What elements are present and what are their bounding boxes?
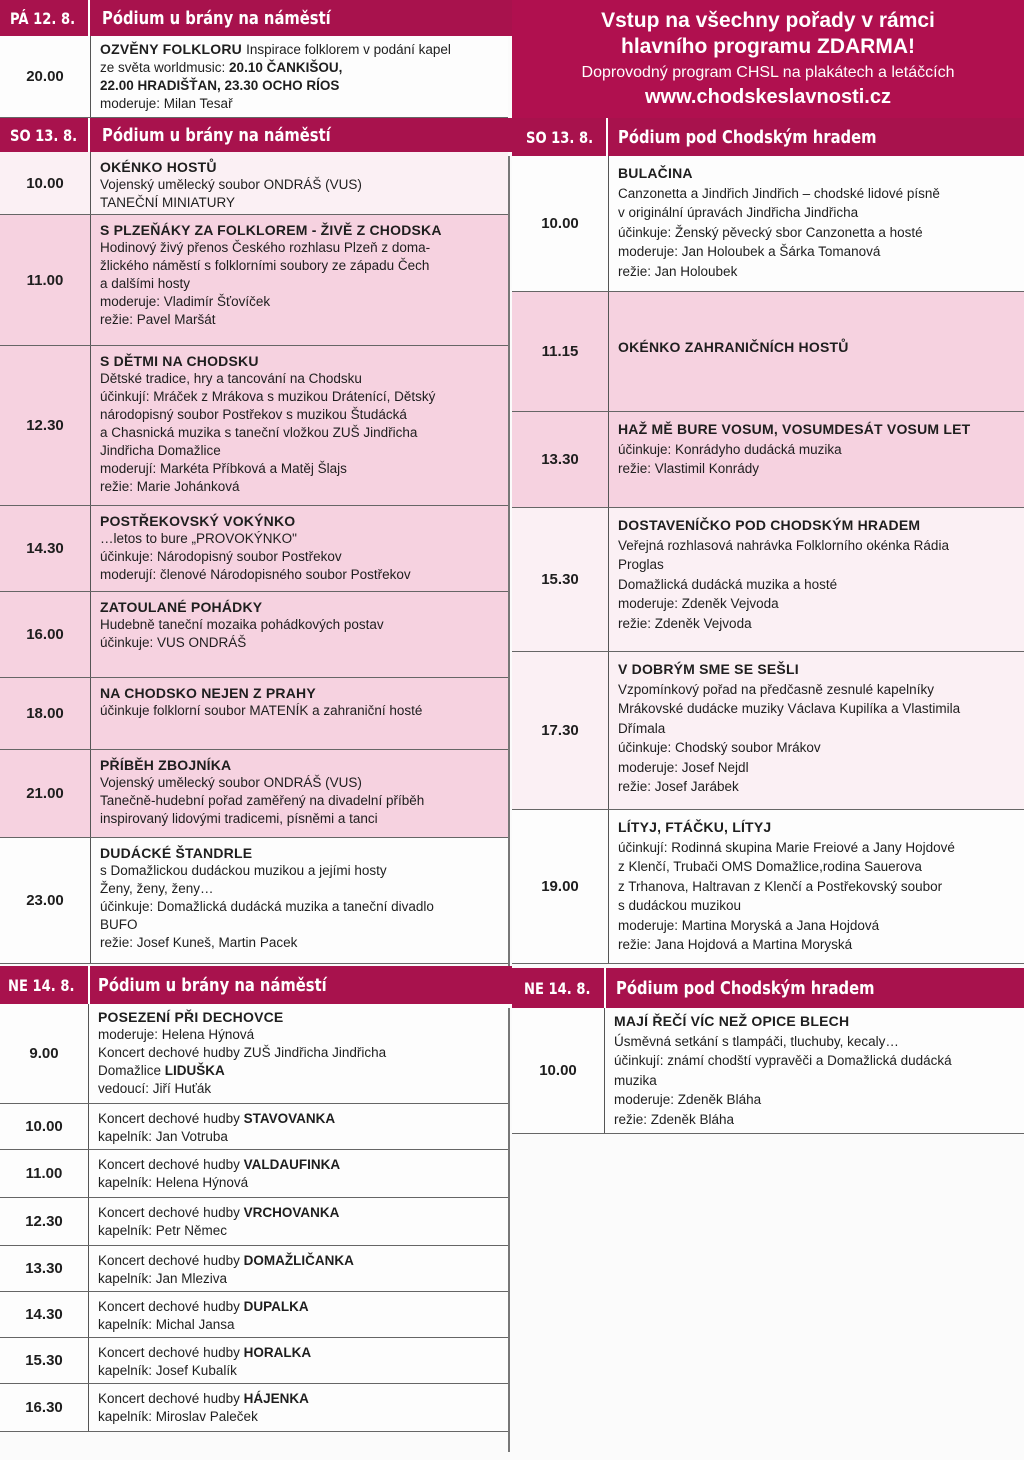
- promo-line-2: hlavního programu ZDARMA!: [621, 35, 915, 58]
- event-line: kapelník: Miroslav Paleček: [98, 1409, 258, 1424]
- event-time: 10.00: [539, 1062, 577, 1079]
- event-line: v originální úpravách Jindřicha Jindřicha: [618, 205, 859, 220]
- event-content: [100, 506, 502, 584]
- promo-url: www.chodskeslavnosti.cz: [644, 86, 891, 108]
- event-line: moderuje: Zdeněk Vejvoda: [618, 596, 779, 611]
- promo-line-1: Vstup na všechny pořady v rámci: [601, 9, 935, 32]
- event-line: Koncert dechové hudby STAVOVANKA: [98, 1111, 336, 1126]
- event-line: Proglas: [618, 557, 664, 572]
- event-content: [618, 508, 1018, 633]
- event-line: muzika: [614, 1072, 657, 1088]
- event-title: HAŽ MĚ BURE VOSUM, VOSUMDESÁT VOSUM LET: [618, 421, 971, 437]
- event-line: z Trhanova, Haltravan z Klenčí a Postřekovský soubor: [618, 878, 943, 894]
- event-line: inspirovaný lidovými tradicemi, písněmi a tanci: [100, 811, 378, 826]
- event-line: moderují: členové Národopisného soubor Postřekov: [100, 567, 411, 582]
- event-time: 23.00: [26, 892, 64, 909]
- event-line: Koncert dechové hudby VRCHOVANKA: [98, 1205, 340, 1220]
- event-row: [0, 750, 508, 838]
- event-content: [618, 292, 1018, 358]
- event-line: moderují: Markéta Příbková a Matěj Šlajs: [100, 461, 347, 476]
- header-sun-right: [512, 968, 1024, 1008]
- event-line: kapelník: Josef Kubalík: [98, 1363, 237, 1378]
- event-line: režie: Josef Kuneš, Martin Pacek: [100, 935, 298, 950]
- event-time: 10.00: [541, 215, 579, 232]
- event-line: Dětské tradice, hry a tancování na Chodsku: [100, 371, 362, 386]
- event-line: Ženy, ženy, ženy…: [100, 881, 214, 896]
- event-row: [512, 156, 1024, 292]
- event-row: [0, 1246, 508, 1292]
- event-line: vedoucí: Jiří Huťák: [98, 1081, 212, 1096]
- event-title: POSEZENÍ PŘI DECHOVCE: [98, 1009, 284, 1025]
- event-content: [100, 152, 502, 212]
- promo-line-3: Doprovodný program CHSL na plakátech a letáčcích: [581, 64, 955, 81]
- event-line: Dřímala: [618, 720, 666, 736]
- event-content: [618, 652, 1018, 797]
- event-line: režie: Zdeněk Vejvoda: [618, 615, 752, 631]
- event-content: [100, 346, 502, 496]
- event-line: kapelník: Michal Jansa: [98, 1317, 235, 1332]
- event-row: [512, 652, 1024, 810]
- event-time: 11.00: [26, 271, 64, 289]
- day-date: SO 13. 8.: [526, 127, 594, 147]
- event-title: OKÉNKO HOSTŮ: [100, 159, 217, 175]
- event-line: Veřejná rozhlasová nahrávka Folklorního okénka Rádia: [618, 537, 949, 553]
- event-row: [512, 508, 1024, 652]
- event-row: [512, 412, 1024, 508]
- event-line: Domažlice LIDUŠKA: [98, 1063, 225, 1078]
- event-content: [618, 810, 1018, 955]
- event-row: [0, 1198, 508, 1246]
- venue-title: Pódium u brány na náměstí: [102, 7, 331, 29]
- event-line: moderuje: Milan Tesař: [100, 96, 233, 111]
- event-time: 16.30: [25, 1399, 63, 1416]
- event-line: Domažlická dudácká muzika a hosté: [618, 576, 838, 592]
- event-line: moderuje: Helena Hýnová: [98, 1027, 255, 1042]
- event-line: účinkuje: Ženský pěvecký sbor Canzonetta a hosté: [618, 224, 923, 240]
- event-title: NA CHODSKO NEJEN Z PRAHY: [100, 685, 316, 701]
- header-sat-right: [512, 118, 1024, 156]
- event-title: S DĚTMI NA CHODSKU: [100, 353, 259, 369]
- event-time: 12.30: [25, 1213, 63, 1230]
- event-line: Koncert dechové hudby DUPALKA: [98, 1299, 309, 1314]
- event-content: [98, 1004, 502, 1098]
- event-line: ze světa worldmusic: 20.10 ČANKIŠOU,: [100, 60, 343, 75]
- event-line: 22.00 HRADIŠŤAN, 23.30 OCHO RÍOS: [100, 78, 340, 93]
- event-line: účinkuje: Chodský soubor Mrákov: [618, 740, 821, 755]
- event-content: [618, 412, 1018, 479]
- day-date: NE 14. 8.: [524, 978, 591, 998]
- event-line: žlického náměstí s folklorními soubory ze západu Čech: [100, 258, 430, 273]
- header-sun-left: [0, 966, 512, 1004]
- event-time: 14.30: [26, 540, 64, 557]
- event-line: s dudáckou muzikou: [618, 898, 742, 913]
- event-content: [100, 750, 502, 828]
- event-line: Vzpomínkový pořad na předčasně zesnulé kapelníky: [618, 681, 934, 697]
- event-line: Hodinový živý přenos Českého rozhlasu Plzeň z doma-: [100, 240, 431, 255]
- event-line: …letos to bure „PROVOKÝNKO": [100, 531, 297, 546]
- event-line: kapelník: Helena Hýnová: [98, 1175, 249, 1190]
- event-time: 15.30: [25, 1352, 63, 1369]
- event-row: [0, 1338, 508, 1384]
- promo-box: [512, 0, 1024, 118]
- event-line: režie: Josef Jarábek: [618, 779, 739, 794]
- event-row: [0, 215, 508, 346]
- event-line: kapelník: Petr Němec: [98, 1223, 228, 1238]
- event-line: účinkuje: VUS ONDRÁŠ: [100, 635, 247, 650]
- event-row: [0, 838, 508, 964]
- event-title: V DOBRÝM SME SE SEŠLI: [618, 661, 799, 677]
- event-line: režie: Marie Johánková: [100, 479, 240, 494]
- header-sat-left: [0, 118, 512, 152]
- event-time: 20.00: [26, 68, 64, 85]
- event-content: [98, 1104, 502, 1146]
- event-line: Canzonetta a Jindřich Jindřich – chodské lidové písně: [618, 185, 940, 201]
- event-line: Vojenský umělecký soubor ONDRÁŠ (VUS): [100, 775, 362, 790]
- event-row: [0, 592, 508, 678]
- event-row: [0, 346, 508, 506]
- day-date: SO 13. 8.: [10, 125, 78, 145]
- event-line: Koncert dechové hudby VALDAUFINKA: [98, 1157, 341, 1172]
- event-row: [0, 1150, 508, 1198]
- event-line: Koncert dechové hudby HÁJENKA: [98, 1391, 309, 1406]
- event-line: moderuje: Zdeněk Bláha: [614, 1092, 762, 1107]
- event-title: LÍTYJ, FTÁČKU, LÍTYJ: [618, 819, 772, 835]
- event-line: s Domažlickou dudáckou muzikou a jejími hosty: [100, 863, 387, 878]
- event-title: MAJÍ ŘEČÍ VÍC NEŽ OPICE BLECH: [614, 1013, 850, 1029]
- event-title: DOSTAVENÍČKO POD CHODSKÝM HRADEM: [618, 517, 921, 533]
- event-time: 12.30: [26, 417, 64, 434]
- event-content: [98, 1292, 502, 1334]
- event-time: 17.30: [541, 722, 579, 739]
- event-line: TANEČNÍ MINIATURY: [100, 195, 236, 210]
- event-line: režie: Pavel Maršát: [100, 312, 216, 327]
- event-time: 21.00: [26, 785, 64, 802]
- event-line: Úsměvná setkání s tlampáči, tluchuby, kecaly…: [614, 1033, 899, 1049]
- day-date: NE 14. 8.: [8, 975, 75, 995]
- event-line: Inspirace folklorem v podání kapel: [246, 42, 451, 57]
- event-line: Koncert dechové hudby HORALKA: [98, 1345, 312, 1360]
- event-line: účinkují: Rodinná skupina Marie Freiové a Jany Hojdové: [618, 839, 955, 855]
- event-content: [100, 592, 502, 652]
- event-line: kapelník: Jan Votruba: [98, 1129, 228, 1144]
- event-line: kapelník: Jan Mleziva: [98, 1271, 228, 1286]
- event-line: účinkuje: Národopisný soubor Postřekov: [100, 549, 342, 564]
- event-line: režie: Jan Holoubek: [618, 263, 738, 279]
- header-fri-left: [0, 0, 512, 36]
- event-line: režie: Jana Hojdová a Martina Moryská: [618, 937, 853, 952]
- event-time: 19.00: [541, 878, 579, 895]
- event-content: [100, 215, 502, 329]
- event-line: účinkují: známí chodští vypravěči a Domažlická dudácká: [614, 1053, 952, 1068]
- event-line: a Chasnická muzika s taneční vložkou ZUŠ Jindřicha: [100, 425, 418, 440]
- venue-title: Pódium u brány na náměstí: [98, 974, 327, 996]
- event-row: [0, 152, 508, 215]
- event-title: POSTŘEKOVSKÝ VOKÝNKO: [100, 513, 296, 529]
- event-line: účinkují: Mráček z Mrákova s muzikou Drátenící, Dětský: [100, 389, 436, 404]
- event-line: moderuje: Martina Moryská a Jana Hojdová: [618, 917, 880, 933]
- event-content: [614, 1008, 1018, 1129]
- venue-title: Pódium pod Chodským hradem: [616, 977, 875, 999]
- venue-title: Pódium pod Chodským hradem: [618, 126, 877, 148]
- event-line: národopisný soubor Postřekov s muzikou Študácká: [100, 407, 407, 422]
- event-line: moderuje: Josef Nejdl: [618, 759, 749, 775]
- event-content: [98, 1384, 502, 1426]
- event-row: [512, 292, 1024, 412]
- event-line: účinkuje folklorní soubor MATENÍK a zahraniční hosté: [100, 703, 423, 718]
- event-row: [0, 1292, 508, 1338]
- event-content: [98, 1246, 502, 1288]
- event-time: 11.15: [541, 343, 579, 360]
- event-content: [98, 1338, 502, 1380]
- event-content: [100, 678, 502, 720]
- event-line: účinkuje: Konrádyho dudácká muzika: [618, 441, 842, 457]
- venue-title: Pódium u brány na náměstí: [102, 124, 331, 146]
- event-title: ZATOULANÉ POHÁDKY: [100, 599, 263, 615]
- event-time: 13.30: [541, 451, 579, 468]
- event-title: OZVĚNY FOLKLORU: [100, 41, 247, 57]
- event-line: Koncert dechové hudby ZUŠ Jindřicha Jindřicha: [98, 1045, 387, 1060]
- day-date: PÁ 12. 8.: [10, 8, 76, 28]
- event-time: 18.00: [26, 705, 64, 722]
- event-title: BULAČINA: [618, 165, 693, 181]
- event-line: z Klenčí, Trubači OMS Domažlice,rodina Sauerova: [618, 859, 922, 874]
- event-time: 16.00: [26, 626, 64, 643]
- event-line: Tanečně-hudební pořad zaměřený na divadelní příběh: [100, 793, 425, 808]
- event-line: Vojenský umělecký soubor ONDRÁŠ (VUS): [100, 177, 362, 192]
- event-time: 9.00: [29, 1045, 59, 1062]
- event-time: 10.00: [25, 1118, 63, 1135]
- event-line: BUFO: [100, 917, 138, 932]
- event-row: [0, 1384, 508, 1432]
- event-title: PŘÍBĚH ZBOJNÍKA: [100, 757, 232, 773]
- event-row: [0, 1104, 508, 1150]
- event-line: režie: Zdeněk Bláha: [614, 1111, 735, 1127]
- event-row: [0, 506, 508, 592]
- event-title: DUDÁCKÉ ŠTANDRLE: [100, 845, 253, 861]
- event-line: a dalšími hosty: [100, 276, 191, 291]
- event-line: Jindřicha Domažlice: [100, 443, 221, 458]
- event-content: [98, 1198, 502, 1240]
- event-line: Koncert dechové hudby DOMAŽLIČANKA: [98, 1253, 354, 1268]
- event-time: 15.30: [541, 571, 579, 588]
- event-time: 11.00: [25, 1165, 63, 1182]
- event-title: S PLZEŇÁKY ZA FOLKLOREM - ŽIVĚ Z CHODSKA: [100, 222, 442, 238]
- event-content: [100, 36, 502, 113]
- event-line: režie: Vlastimil Konrády: [618, 461, 760, 476]
- event-row: [0, 1004, 508, 1104]
- event-time: 13.30: [25, 1260, 63, 1277]
- event-time: 14.30: [25, 1306, 63, 1323]
- event-line: moderuje: Jan Holoubek a Šárka Tomanová: [618, 244, 881, 259]
- event-time: 10.00: [26, 174, 64, 192]
- event-line: účinkuje: Domažlická dudácká muzika a taneční divadlo: [100, 899, 434, 914]
- event-line: Mrákovské dudácke muziky Václava Kupilíka a Vlastimila: [618, 701, 961, 716]
- event-title: OKÉNKO ZAHRANIČNÍCH HOSTŮ: [618, 339, 849, 355]
- event-row: [0, 678, 508, 750]
- event-content: [618, 156, 1018, 281]
- event-row: [0, 36, 508, 118]
- event-line: Hudebně taneční mozaika pohádkových postav: [100, 617, 384, 632]
- event-row: [512, 810, 1024, 964]
- event-row: [512, 1008, 1024, 1134]
- event-content: [98, 1150, 502, 1192]
- event-line: moderuje: Vladimír Šťovíček: [100, 294, 271, 309]
- event-content: [100, 838, 502, 952]
